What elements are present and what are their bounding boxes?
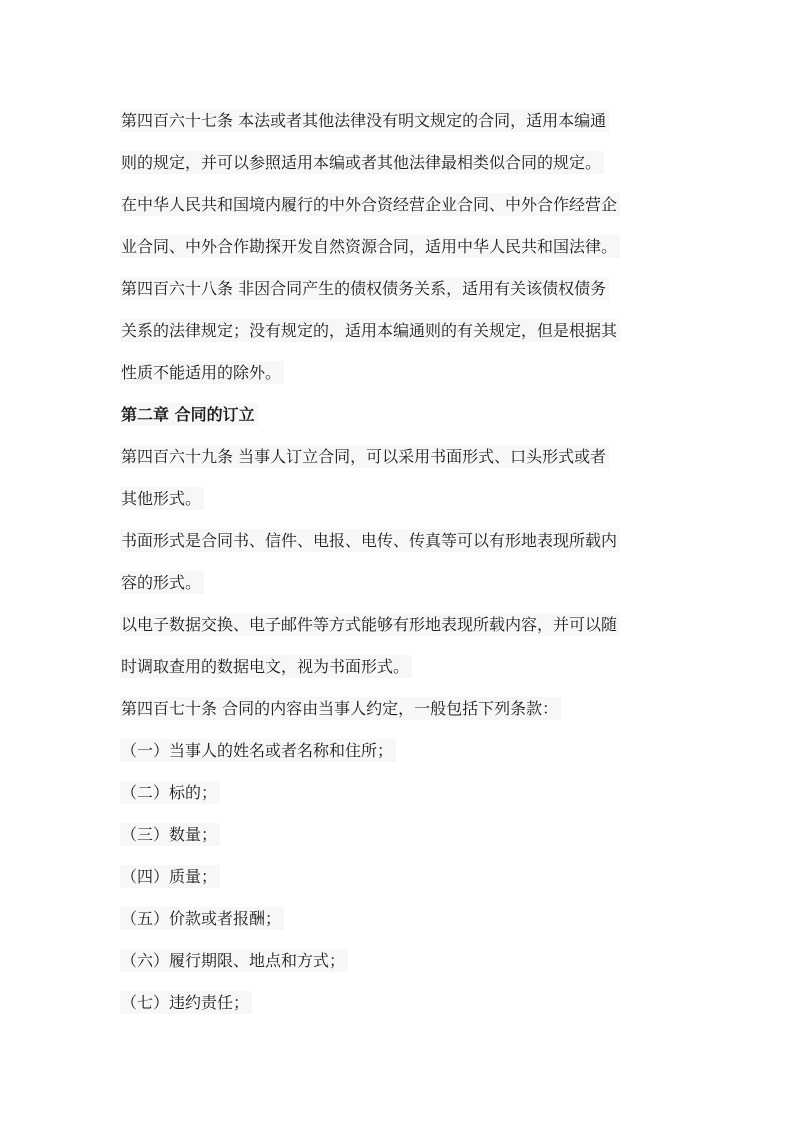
text-span: 其他形式。 (120, 487, 204, 510)
text-line (120, 100, 680, 142)
list-item (120, 940, 680, 982)
text-span: 时调取查用的数据电文，视为书面形式。 (120, 655, 412, 678)
text-line (120, 478, 680, 520)
list-item (120, 982, 680, 1024)
text-span: 第四百六十七条 本法或者其他法律没有明文规定的合同，适用本编通 (120, 109, 609, 132)
text-line (120, 520, 680, 562)
text-line (120, 142, 680, 184)
text-span: 第四百六十九条 当事人订立合同，可以采用书面形式、口头形式或者 (120, 445, 609, 468)
text-span: 关系的法律规定；没有规定的，适用本编通则的有关规定，但是根据其 (120, 319, 620, 342)
text-span: 书面形式是合同书、信件、电报、电传、传真等可以有形地表现所载内 (120, 529, 620, 552)
text-span: 在中华人民共和国境内履行的中外合资经营企业合同、中外合作经营企 (120, 193, 620, 216)
chapter-heading (120, 394, 680, 436)
list-item-text: （三）数量； (120, 823, 220, 846)
list-item-text: （四）质量； (120, 865, 220, 888)
text-span: 则的规定，并可以参照适用本编或者其他法律最相类似合同的规定。 (120, 151, 604, 174)
text-line (120, 268, 680, 310)
text-span: 容的形式。 (120, 571, 204, 594)
document-page (120, 100, 680, 1024)
list-item (120, 730, 680, 772)
list-item (120, 898, 680, 940)
list-item-text: （五）价款或者报酬； (120, 907, 284, 930)
text-line (120, 604, 680, 646)
list-item-text: （一）当事人的姓名或者名称和住所； (120, 739, 396, 762)
text-line (120, 310, 680, 352)
text-line (120, 436, 680, 478)
chapter-heading-text: 第二章 合同的订立 (120, 403, 258, 426)
text-line (120, 562, 680, 604)
text-span: 业合同、中外合作勘探开发自然资源合同，适用中华人民共和国法律。 (120, 235, 620, 258)
list-item (120, 772, 680, 814)
list-item (120, 814, 680, 856)
text-line (120, 226, 680, 268)
text-span: 第四百七十条 合同的内容由当事人约定，一般包括下列条款： (120, 697, 561, 720)
list-item-text: （七）违约责任； (120, 991, 252, 1014)
list-item-text: （二）标的； (120, 781, 220, 804)
text-line (120, 646, 680, 688)
text-span: 性质不能适用的除外。 (120, 361, 284, 384)
text-span: 以电子数据交换、电子邮件等方式能够有形地表现所载内容，并可以随 (120, 613, 620, 636)
text-line (120, 688, 680, 730)
list-item (120, 856, 680, 898)
list-item-text: （六）履行期限、地点和方式； (120, 949, 348, 972)
text-span: 第四百六十八条 非因合同产生的债权债务关系，适用有关该债权债务 (120, 277, 609, 300)
text-line (120, 352, 680, 394)
text-line (120, 184, 680, 226)
